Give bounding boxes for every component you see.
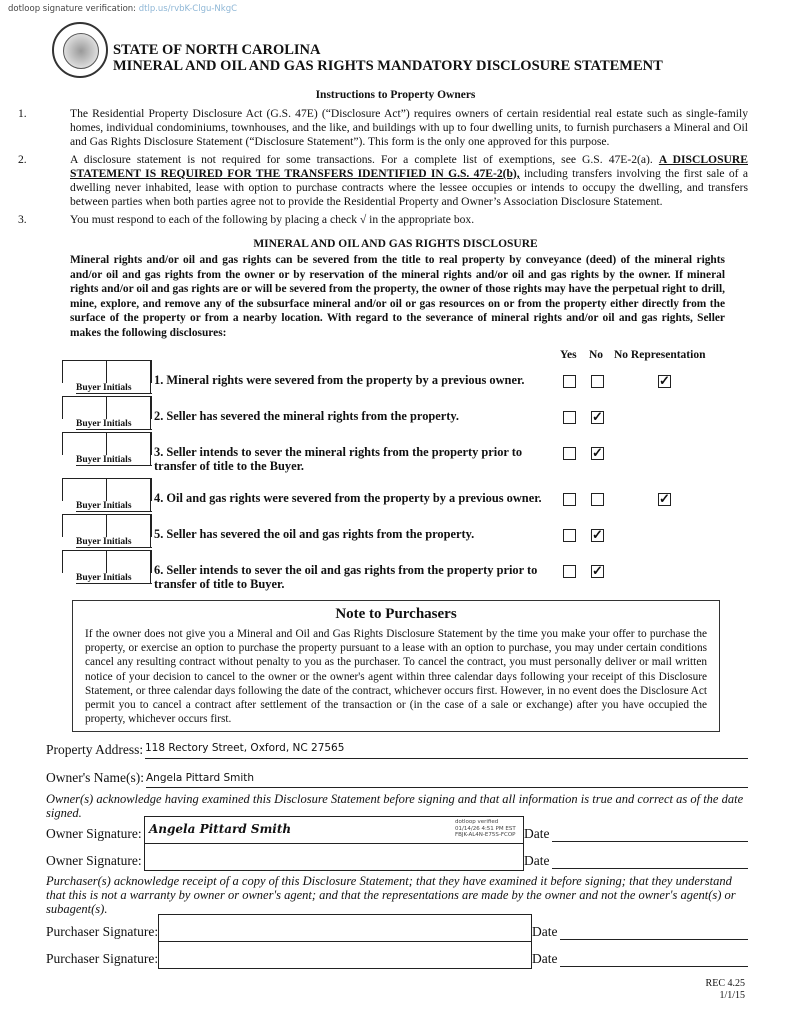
instruction-2: 2. A disclosure statement is not required for some transactions. For a complete list of exemptions, see G.S. 47E-2(a). A DISCLOSURE STATEMENT IS REQUIRED FOR THE TRANSFERS IDENTIFIED IN G.S. 47E-2(b), including transfers involving the first sale of a dwelling never inhabited, lease with option to purchase contracts where the lessee occupies or intends to occupy the dwelling, and transfers between parties when both parties agree not to provide the Residential Property and Owner’s Association Disclosure Statement. <box>18 153 749 208</box>
divider <box>150 360 151 394</box>
purchaser-signature-1[interactable] <box>158 914 532 942</box>
disclosure-intro: Mineral rights and/or oil and gas rights can be severed from the title to real property by conveyance (deed) of the mineral rights and/or oil and gas rights from the owner or by reservation of the mineral rights and/or oil and gas rights by the owner. If mineral rights and/or oil and gas rights are or will be severed from the property, the owner of those rights may have the perpetual right to drill, mine, explore, and remove any of the subsurface mineral and/or oil or gas resources on or from the property either directly from the surface of the property or from a nearby location. With regard to the severance of mineral rights and/or oil and gas rights, Seller makes the following disclosures: <box>70 254 725 339</box>
disclosure-row <box>62 550 762 591</box>
disclosure-row <box>62 360 762 396</box>
note-to-purchasers <box>72 600 720 732</box>
buyer-initials-field[interactable] <box>62 396 152 419</box>
purchaser-ack: Purchaser(s) acknowledge receipt of a copy of this Disclosure Statement; that they have examined it before signing; that they understand that this is not a warranty by owner or owner's agent; and that the representations are made by the owner and not the owner's agent(s) or subagent(s). <box>46 874 736 916</box>
buyer-initials-label: Buyer Initials <box>76 455 152 466</box>
verification-link[interactable]: dtlp.us/rvbK-Clgu-NkgC <box>138 4 238 14</box>
divider <box>150 514 151 548</box>
divider <box>150 478 151 512</box>
disclosure-row <box>62 478 762 514</box>
state-seal-logo <box>52 22 108 78</box>
buyer-initials-field[interactable] <box>62 432 152 455</box>
owner-signature-1[interactable]: Angela Pittard Smith dotloop verified 01/14/26 4:51 PM EST FBJK-AL4N-E75S-FCOP <box>144 816 524 844</box>
divider <box>150 550 151 584</box>
buyer-initials-label: Buyer Initials <box>76 419 152 430</box>
purchaser-sig-label-2: Purchaser Signature: <box>46 951 159 966</box>
instructions-title: Instructions to Property Owners <box>315 89 476 101</box>
buyer-initials-label: Buyer Initials <box>76 573 152 584</box>
question-text: 1. Mineral rights were severed from the property by a previous owner. <box>154 373 525 387</box>
buyer-initials-field[interactable] <box>62 478 152 501</box>
disclosure-title: MINERAL AND OIL AND GAS RIGHTS DISCLOSURE <box>253 238 538 250</box>
page-title: STATE OF NORTH CAROLINA MINERAL AND OIL AND GAS RIGHTS MANDATORY DISCLOSURE STATEMENT <box>113 42 663 74</box>
owners-label: Owner's Name(s): <box>46 770 145 785</box>
col-norep: No Representation <box>614 349 706 361</box>
disclosure-row <box>62 432 762 473</box>
disclosure-row <box>62 396 762 432</box>
purchaser-date-1[interactable] <box>560 924 748 940</box>
yes-checkbox[interactable] <box>563 493 576 506</box>
owners-field[interactable]: Angela Pittard Smith <box>146 772 748 788</box>
buyer-initials-field[interactable] <box>62 550 152 573</box>
date-label-4: Date <box>532 951 558 966</box>
divider <box>150 396 151 430</box>
verification-line: dotloop signature verification: dtlp.us/rvbK-Clgu-NkgC <box>8 4 238 14</box>
note-title: Note to Purchasers <box>335 606 457 622</box>
col-no: No <box>589 349 604 361</box>
dotloop-verified-stamp: dotloop verified 01/14/26 4:51 PM EST FBJK-AL4N-E75S-FCOP <box>455 819 516 838</box>
yes-checkbox[interactable] <box>563 411 576 424</box>
buyer-initials-label: Buyer Initials <box>76 501 152 512</box>
address-field[interactable]: 118 Rectory Street, Oxford, NC 27565 <box>145 742 748 759</box>
col-yes: Yes <box>560 349 577 361</box>
instruction-3: 3. You must respond to each of the following by placing a check √ in the appropriate box. <box>18 213 475 226</box>
owner-sig-label-2: Owner Signature: <box>46 853 142 868</box>
question-text: 2. Seller has severed the mineral rights from the property. <box>154 409 460 423</box>
divider <box>150 432 151 466</box>
buyer-initials-label: Buyer Initials <box>76 383 152 394</box>
yes-checkbox[interactable] <box>563 375 576 388</box>
date-label-3: Date <box>532 924 558 939</box>
no-checkbox[interactable] <box>591 493 604 506</box>
buyer-initials-label: Buyer Initials <box>76 537 152 548</box>
instruction-1: 1. The Residential Property Disclosure Act (G.S. 47E) (“Disclosure Act”) requires owners of certain residential real estate such as single-family homes, individual condominiums, townhouses, and the like, and buildings with up to four dwelling units, to furnish purchasers a Mineral and Oil and Gas Rights Disclosure Statement (“Disclosure Statement”). This form is the only one approved for this purpose. <box>18 107 748 148</box>
purchaser-sig-label-1: Purchaser Signature: <box>46 924 159 939</box>
no-checkbox[interactable]: ✓ <box>592 445 603 460</box>
owner-date-1[interactable] <box>552 826 748 842</box>
buyer-initials-field[interactable] <box>62 360 152 383</box>
no-checkbox[interactable]: ✓ <box>592 527 603 542</box>
no-checkbox[interactable]: ✓ <box>592 409 603 424</box>
yes-checkbox[interactable] <box>563 529 576 542</box>
question-text: 6. Seller intends to sever the oil and gas rights from the property prior to transfer of title to Buyer. <box>154 563 538 591</box>
question-text: 4. Oil and gas rights were severed from the property by a previous owner. <box>154 491 542 505</box>
owner-signature-2[interactable] <box>144 843 524 871</box>
no-representation-checkbox[interactable]: ✓ <box>659 491 670 506</box>
no-checkbox[interactable] <box>591 375 604 388</box>
purchaser-date-2[interactable] <box>560 951 748 967</box>
form-footer: REC 4.25 1/1/15 <box>705 978 745 1001</box>
owner-sig-label-1: Owner Signature: <box>46 826 142 841</box>
no-checkbox[interactable]: ✓ <box>592 563 603 578</box>
owner-ack: Owner(s) acknowledge having examined this Disclosure Statement before signing and that all information is true and correct as of the date signed. <box>46 792 744 820</box>
question-text: 5. Seller has severed the oil and gas rights from the property. <box>154 527 475 541</box>
no-representation-checkbox[interactable]: ✓ <box>659 373 670 388</box>
yes-checkbox[interactable] <box>563 565 576 578</box>
date-label-1: Date <box>524 826 550 841</box>
question-text: 3. Seller intends to sever the mineral rights from the property prior to transfer of title to the Buyer. <box>154 445 523 473</box>
date-label-2: Date <box>524 853 550 868</box>
disclosure-row <box>62 514 762 550</box>
purchaser-signature-2[interactable] <box>158 941 532 969</box>
address-label: Property Address: <box>46 742 144 757</box>
buyer-initials-field[interactable] <box>62 514 152 537</box>
note-text: If the owner does not give you a Mineral and Oil and Gas Rights Disclosure Statement by the time you make your offer to purchase the property, or exercise an option to purchase the property pursuant to a lease with an option to purchase, you may under certain conditions cancel any resulting contract without penalty to you as the purchaser. To cancel the contract, you must personally deliver or mail written notice of your decision to cancel to the owner or the owner's agent within three calendar days following your receipt of this Disclosure Statement, or three calendar days following the date of the contract, whichever occurs first. However, in no event does the Disclosure Act permit you to cancel a contract after settlement of the transaction or (in the case of a sale or exchange) after you have occupied the property, whichever occurs first. <box>85 628 707 726</box>
owner-date-2[interactable] <box>552 853 748 869</box>
yes-checkbox[interactable] <box>563 447 576 460</box>
